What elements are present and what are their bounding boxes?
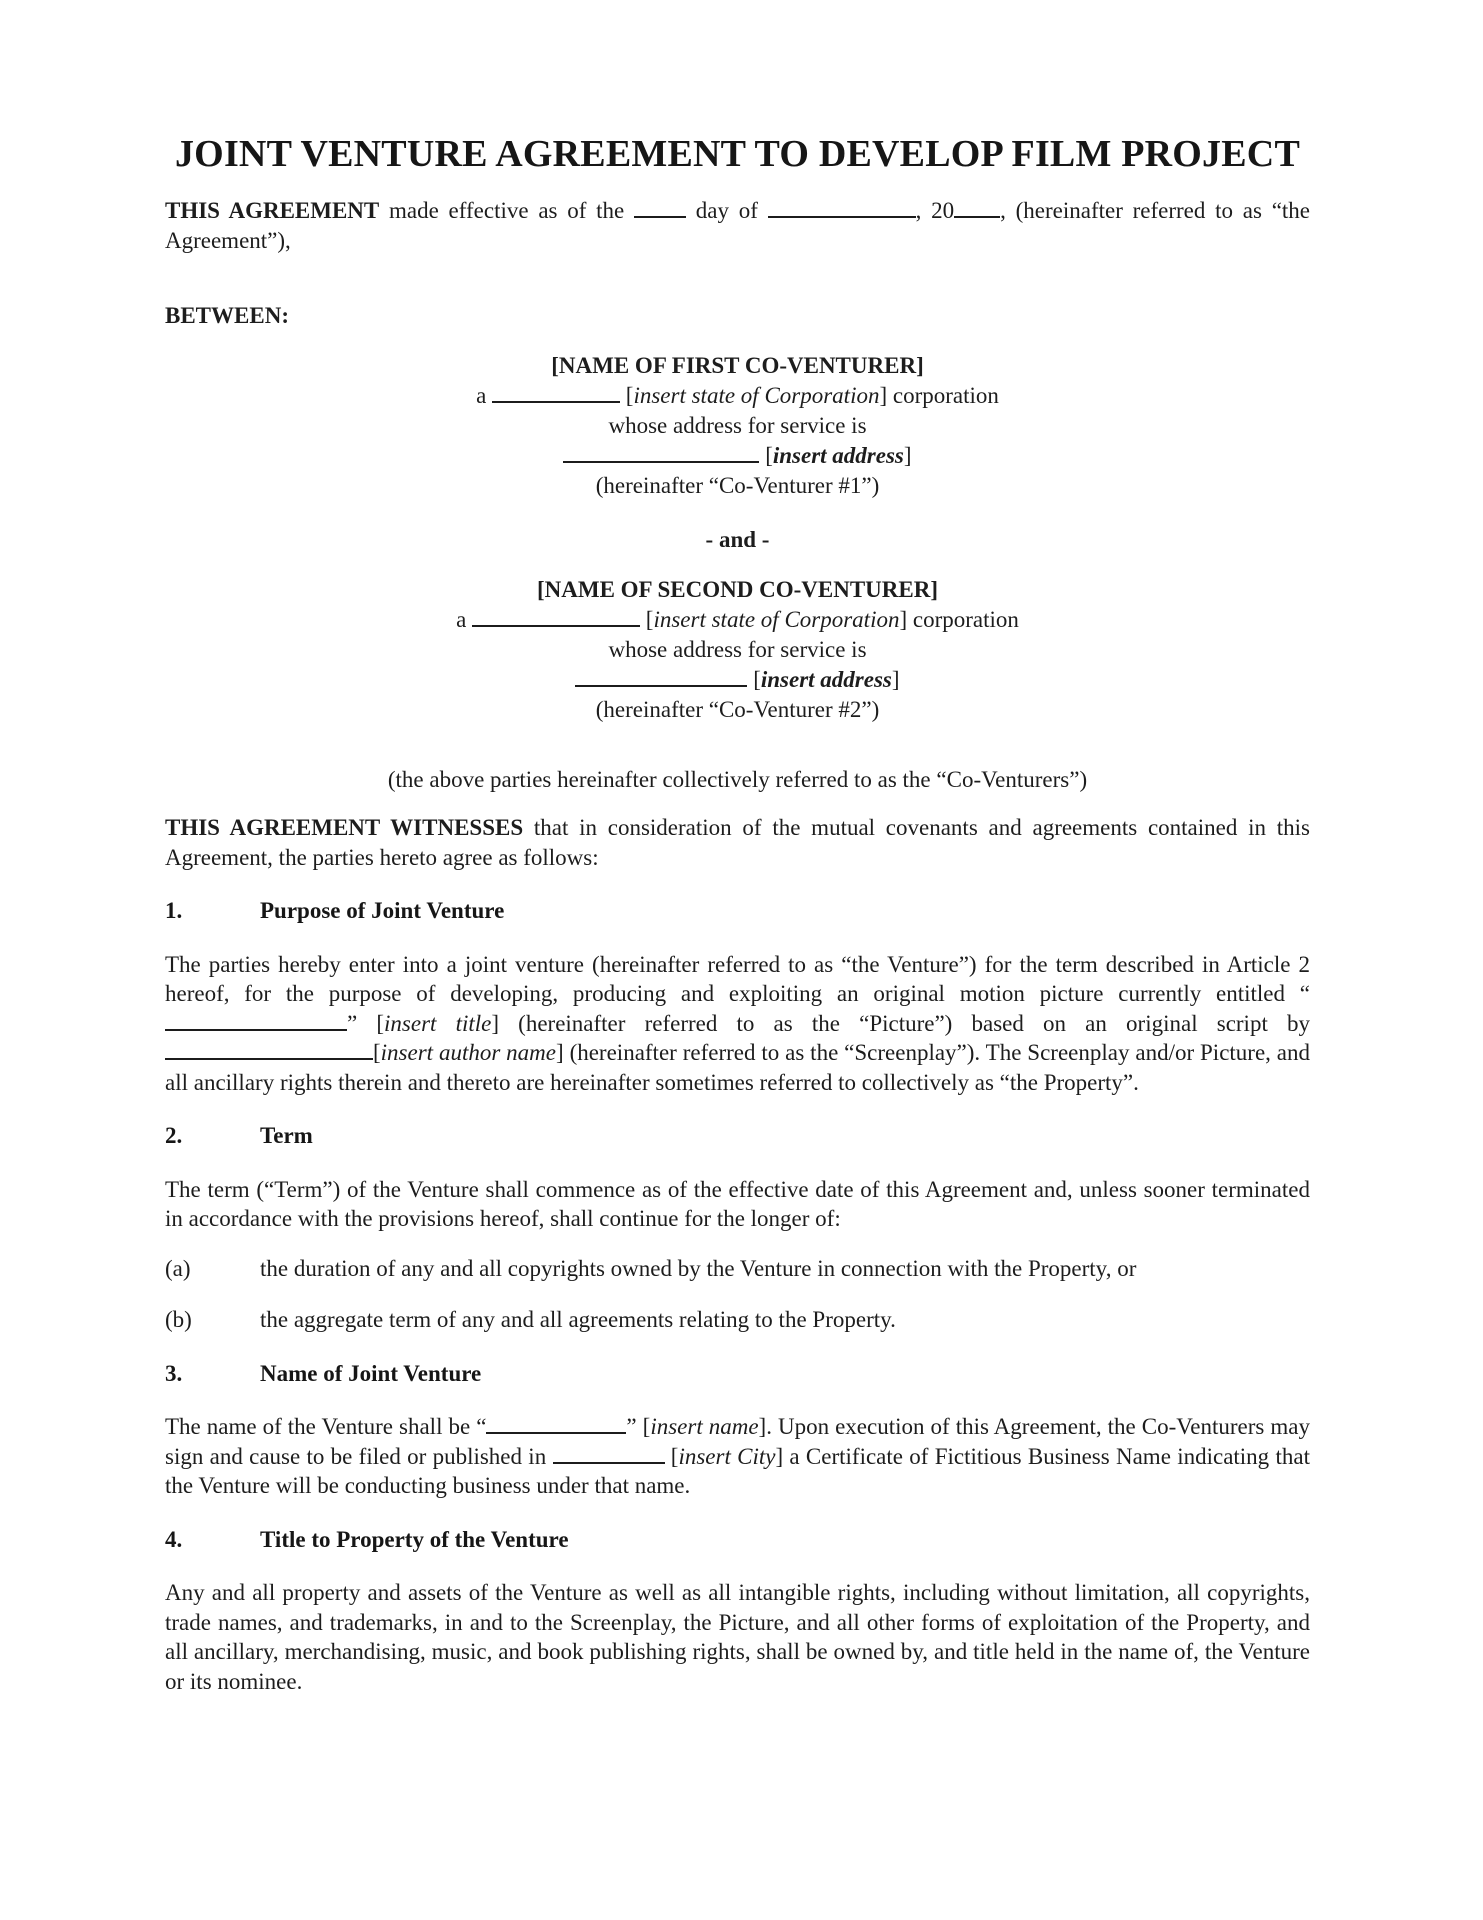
party2-corporation-line [165,605,1310,635]
party1-hereinafter-line: (hereinafter “Co-Venturer #1”) [595,473,880,498]
blank-line [575,666,747,687]
text-segment: ] [891,667,900,692]
text-segment: THIS AGREEMENT WITNESSES [165,815,524,840]
text-segment: ] [903,443,912,468]
section-heading: Purpose of Joint Venture [260,898,505,923]
section-number: 4. [165,1526,183,1552]
text-segment: [ [640,607,654,632]
party2-address-intro: whose address for service is [608,637,867,662]
section-paragraph [165,1578,1310,1696]
blank-line [492,382,620,403]
party2-name: [NAME OF SECOND CO-VENTURER] [536,577,938,602]
blank-line [486,1413,626,1434]
collective-parties-line: (the above parties hereinafter collectively referred to as the “Co-Venturers”) [387,767,1088,792]
between-label: BETWEEN: [165,303,289,328]
party1-address-line [165,441,1310,471]
section-paragraph [165,1412,1310,1501]
text-segment: ] a Certificate of Fictitious Business Name indicating that the Venture will be conducting business under that name. [165,1443,1310,1498]
list-item-label: (a) [165,1255,191,1281]
text-segment: , (hereinafter referred to as “the Agreement”), [165,198,1310,253]
witness-paragraph [165,813,1310,872]
text-segment: insert address [760,667,892,692]
section-heading: Name of Joint Venture [260,1360,482,1386]
blank-line [563,442,759,463]
text-segment: ] (hereinafter referred to as the “Screenplay”). The Screenplay and/or Picture, and all ancillary rights therein and thereto are hereinafter sometimes referred to collectively as “the Property”. [165,1040,1311,1095]
section-1 [165,896,1310,1097]
text-segment: insert author name [380,1040,557,1065]
party1-address-intro: whose address for service is [608,413,867,438]
section-2 [165,1121,1310,1335]
section-number: 3. [165,1360,183,1386]
section-heading-row [165,1525,1310,1555]
blank-line [165,1039,373,1060]
section-heading-row [165,1121,1310,1151]
list-item-label: (b) [165,1307,192,1332]
and-separator: - and - [705,527,770,552]
document-title: JOINT VENTURE AGREEMENT TO DEVELOP FILM PROJECT [174,133,1300,175]
text-segment: THIS AGREEMENT [165,198,380,223]
text-segment: The name of the Venture shall be “ [165,1414,487,1439]
section-number: 1. [165,898,183,923]
text-segment: ” [ [347,1010,385,1036]
text-segment: The parties hereby enter into a joint venture (hereinafter referred to as “the Venture”) for the term described in Article 2 hereof, for the purpose of developing, producing and exploiting an original motion picture currently entitled “ [165,951,1310,1006]
party2-address-line [165,665,1310,695]
text-segment: day of [686,198,768,223]
blank-line [634,197,686,218]
list-item-text [260,1254,1310,1284]
text-segment: The term (“Term”) of the Venture shall commence as of the effective date of this Agreement and, unless sooner terminated in accordance with the provisions hereof, shall continue for the longer of: [165,1176,1310,1231]
blank-line [472,606,640,627]
party2-hereinafter-line: (hereinafter “Co-Venturer #2”) [595,697,880,722]
party-block-second [165,575,1310,725]
section-heading: Term [260,1123,313,1148]
text-segment: [ [620,383,634,408]
section-4 [165,1525,1310,1697]
blank-line [165,1010,347,1031]
intro-paragraph [165,196,1310,255]
text-segment: [ [373,1040,381,1065]
sections-container [165,896,1310,1696]
section-paragraph [165,950,1310,1098]
text-segment: insert name [650,1414,759,1439]
text-segment: ] corporation [899,607,1019,632]
text-segment: the duration of any and all copyrights owned by the Venture in connection with the Property, or [260,1255,1137,1281]
section-heading-row [165,896,1310,926]
section-3 [165,1359,1310,1501]
text-segment: ” [ [626,1414,651,1439]
party-block-first [165,351,1310,501]
text-segment: made effective as of the [379,198,634,223]
section-number: 2. [165,1123,183,1148]
text-segment: ]. Upon execution of this Agreement, the Co-Venturers may sign and cause to be filed or published in [165,1414,1310,1469]
text-segment: insert state of Corporation [633,383,880,408]
party1-corporation-line [165,381,1310,411]
text-segment: a [476,383,493,408]
text-segment: insert City [678,1443,776,1469]
text-segment: [ [759,443,773,468]
party1-name: [NAME OF FIRST CO-VENTURER] [551,353,924,378]
section-heading-row [165,1359,1310,1389]
list-item [165,1305,1310,1335]
text-segment: insert address [772,443,904,468]
text-segment: [ [747,667,761,692]
text-segment: ] (hereinafter referred to as the “Picture”) based on an original script by [491,1010,1310,1036]
text-segment: insert state of Corporation [653,607,900,632]
text-segment: ] corporation [879,383,999,408]
text-segment: [ [664,1443,679,1469]
list-item-text [260,1305,1310,1335]
text-segment: Any and all property and assets of the Venture as well as all intangible rights, including without limitation, all copyrights, trade names, and trademarks, in and to the Screenplay, the Picture, and all other forms of exploitation of the Property, and all ancillary, merchandising, music, and book publishing rights, shall be owned by, and title held in the name of, the Venture or its nominee. [165,1580,1310,1694]
text-segment: the aggregate term of any and all agreements relating to the Property. [260,1307,896,1332]
list-item [165,1254,1310,1284]
blank-line [553,1443,665,1464]
text-segment: a [456,607,473,632]
text-segment: that in consideration of the mutual covenants and agreements contained in this Agreement, the parties hereto agree as follows: [165,815,1310,870]
blank-line [954,197,1000,218]
section-heading: Title to Property of the Venture [260,1526,569,1552]
text-segment: , 20 [915,198,955,223]
blank-line [768,197,916,218]
text-segment: insert title [384,1010,492,1036]
section-paragraph [165,1175,1310,1234]
